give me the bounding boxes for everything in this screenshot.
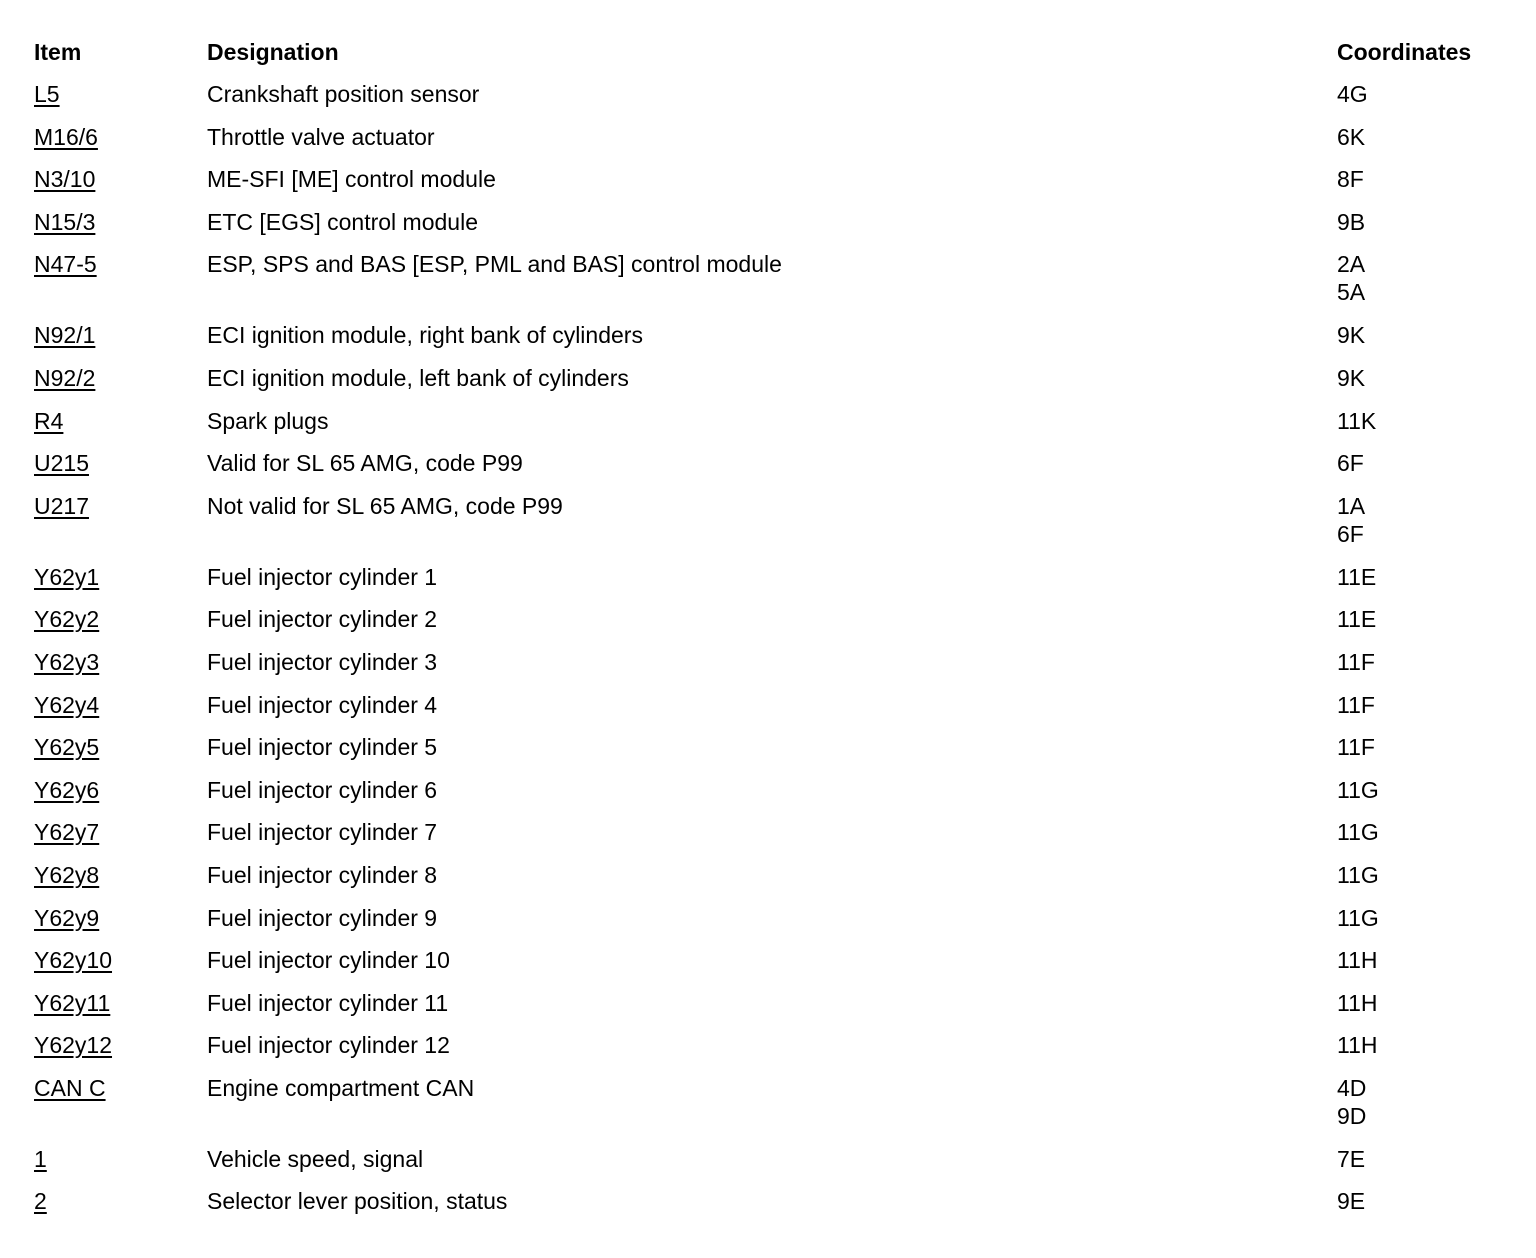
coordinates-cell (1337, 818, 1379, 846)
table-row (34, 981, 1524, 1024)
coordinate-value: 9E (1337, 1188, 1366, 1215)
designation-text: Selector lever position, status (207, 1188, 508, 1215)
coordinates-cell (1337, 1074, 1366, 1130)
coordinate-value: 8F (1337, 166, 1364, 193)
item-link[interactable]: Y62y4 (34, 691, 100, 718)
coordinates-cell (1337, 407, 1376, 435)
coordinate-value: 11F (1337, 648, 1375, 675)
coordinate-value: 11G (1337, 861, 1379, 888)
table-row (34, 399, 1524, 442)
coordinates-cell (1337, 648, 1375, 676)
item-link[interactable]: U215 (34, 450, 89, 477)
designation-text: ECI ignition module, right bank of cylinders (207, 322, 643, 349)
designation-text: Fuel injector cylinder 8 (207, 861, 438, 888)
coordinate-value: 11E (1337, 606, 1377, 633)
designation-text: Fuel injector cylinder 9 (207, 904, 438, 931)
item-link[interactable]: 2 (34, 1188, 47, 1215)
coordinates-cell (1337, 989, 1378, 1017)
item-link[interactable]: N92/1 (34, 322, 96, 349)
coordinates-cell (1337, 733, 1375, 761)
table-row (34, 157, 1524, 200)
table-body (34, 72, 1524, 1222)
table-row (34, 683, 1524, 726)
designation-text: Fuel injector cylinder 11 (207, 989, 449, 1016)
coordinate-value: 4G (1337, 81, 1368, 107)
item-link[interactable]: Y62y11 (34, 989, 111, 1016)
item-link[interactable]: Y62y9 (34, 904, 100, 931)
table-row (34, 72, 1524, 115)
designation-text: Fuel injector cylinder 3 (207, 648, 438, 675)
item-link[interactable]: Y62y1 (34, 563, 100, 590)
item-link[interactable]: U217 (34, 492, 89, 519)
designation-text: Vehicle speed, signal (207, 1145, 424, 1172)
coordinate-value: 6K (1337, 123, 1366, 150)
table-row (34, 896, 1524, 939)
table-row (34, 938, 1524, 981)
coordinates-cell (1337, 208, 1365, 236)
designation-text: Fuel injector cylinder 4 (207, 691, 438, 718)
table-row (34, 555, 1524, 598)
header-item: Item (34, 39, 82, 65)
table-row (34, 200, 1524, 243)
table-row (34, 356, 1524, 399)
item-link[interactable]: Y62y7 (34, 819, 100, 846)
designation-text: Engine compartment CAN (207, 1074, 475, 1101)
coordinate-value: 9K (1337, 364, 1366, 391)
item-link[interactable]: 1 (34, 1145, 47, 1172)
table-row (34, 597, 1524, 640)
item-link[interactable]: M16/6 (34, 123, 98, 150)
table-row (34, 1179, 1524, 1222)
table-row (34, 768, 1524, 811)
item-link[interactable]: N15/3 (34, 208, 96, 235)
coordinates-cell (1337, 691, 1375, 719)
item-link[interactable]: Y62y12 (34, 1032, 113, 1059)
header-coordinates: Coordinates (1337, 39, 1472, 65)
coordinate-value: 11H (1337, 1032, 1378, 1059)
coordinates-cell (1337, 250, 1365, 306)
coordinates-cell (1337, 321, 1365, 349)
designation-text: Throttle valve actuator (207, 123, 435, 150)
item-link[interactable]: Y62y8 (34, 861, 100, 888)
coordinates-cell (1337, 1187, 1365, 1215)
header-designation: Designation (207, 39, 339, 65)
table-row (34, 1137, 1524, 1180)
designation-text: Crankshaft position sensor (207, 81, 480, 107)
coordinate-value: 1A (1337, 492, 1366, 519)
coordinate-value: 5A (1337, 279, 1366, 306)
item-link[interactable]: N47-5 (34, 251, 97, 278)
coordinate-value: 11F (1337, 734, 1375, 761)
coordinate-value: 11G (1337, 819, 1379, 846)
component-legend-table (34, 30, 1524, 1222)
item-link[interactable]: Y62y10 (34, 947, 113, 974)
coordinates-cell (1337, 946, 1378, 974)
designation-text: Fuel injector cylinder 1 (207, 563, 438, 590)
item-link[interactable]: Y62y2 (34, 606, 100, 633)
coordinate-value: 9D (1337, 1102, 1367, 1129)
coordinate-value: 11H (1337, 989, 1378, 1016)
table-row (34, 313, 1524, 356)
coordinates-cell (1337, 861, 1379, 889)
designation-text: Valid for SL 65 AMG, code P99 (207, 450, 523, 477)
coordinates-cell (1337, 123, 1365, 151)
coordinate-value: 6F (1337, 450, 1364, 477)
designation-text: Fuel injector cylinder 5 (207, 734, 438, 761)
item-link[interactable]: Y62y5 (34, 734, 100, 761)
table-row (34, 640, 1524, 683)
table-row (34, 1023, 1524, 1066)
coordinate-value: 6F (1337, 520, 1364, 547)
table-row (34, 853, 1524, 896)
designation-text: ECI ignition module, left bank of cylinders (207, 364, 629, 391)
designation-text: ME-SFI [ME] control module (207, 166, 496, 193)
table-row (34, 1066, 1524, 1137)
designation-text: Spark plugs (207, 407, 329, 434)
coordinate-value: 9B (1337, 208, 1366, 235)
designation-text: Not valid for SL 65 AMG, code P99 (207, 492, 563, 519)
item-link[interactable]: R4 (34, 407, 64, 434)
coordinate-value: 9K (1337, 322, 1366, 349)
designation-text: Fuel injector cylinder 6 (207, 776, 438, 803)
coordinates-cell (1337, 605, 1376, 633)
coordinates-cell (1337, 904, 1379, 932)
table-row (34, 115, 1524, 158)
coordinates-cell (1337, 364, 1365, 392)
item-link[interactable]: N92/2 (34, 364, 96, 391)
table-row (34, 441, 1524, 484)
coordinates-cell (1337, 776, 1379, 804)
coordinate-value: 2A (1337, 251, 1366, 278)
designation-text: ESP, SPS and BAS [ESP, PML and BAS] control module (207, 251, 782, 278)
table-row (34, 810, 1524, 853)
coordinate-value: 11H (1337, 947, 1378, 974)
designation-text: Fuel injector cylinder 12 (207, 1032, 450, 1059)
coordinates-cell (1337, 492, 1365, 548)
coordinate-value: 11E (1337, 563, 1377, 590)
coordinate-value: 11F (1337, 691, 1375, 718)
coordinates-cell (1337, 1031, 1378, 1059)
designation-text: ETC [EGS] control module (207, 208, 478, 235)
table-row (34, 242, 1524, 313)
coordinate-value: 7E (1337, 1145, 1366, 1172)
coordinates-cell (1337, 80, 1368, 108)
coordinate-value: 4D (1337, 1074, 1367, 1101)
item-link[interactable]: Y62y6 (34, 776, 100, 803)
coordinate-value: 11G (1337, 904, 1379, 931)
designation-text: Fuel injector cylinder 10 (207, 947, 450, 974)
table-header (34, 30, 1524, 72)
coordinates-cell (1337, 563, 1376, 591)
item-link[interactable]: L5 (34, 81, 60, 107)
item-link[interactable]: Y62y3 (34, 648, 100, 675)
item-link[interactable]: CAN C (34, 1074, 106, 1101)
table-row (34, 725, 1524, 768)
item-link[interactable]: N3/10 (34, 166, 96, 193)
coordinates-cell (1337, 1145, 1365, 1173)
designation-text: Fuel injector cylinder 7 (207, 819, 438, 846)
coordinate-value: 11K (1337, 407, 1377, 434)
coordinates-cell (1337, 165, 1364, 193)
coordinate-value: 11G (1337, 776, 1379, 803)
table-row (34, 484, 1524, 555)
coordinates-cell (1337, 449, 1364, 477)
designation-text: Fuel injector cylinder 2 (207, 606, 438, 633)
